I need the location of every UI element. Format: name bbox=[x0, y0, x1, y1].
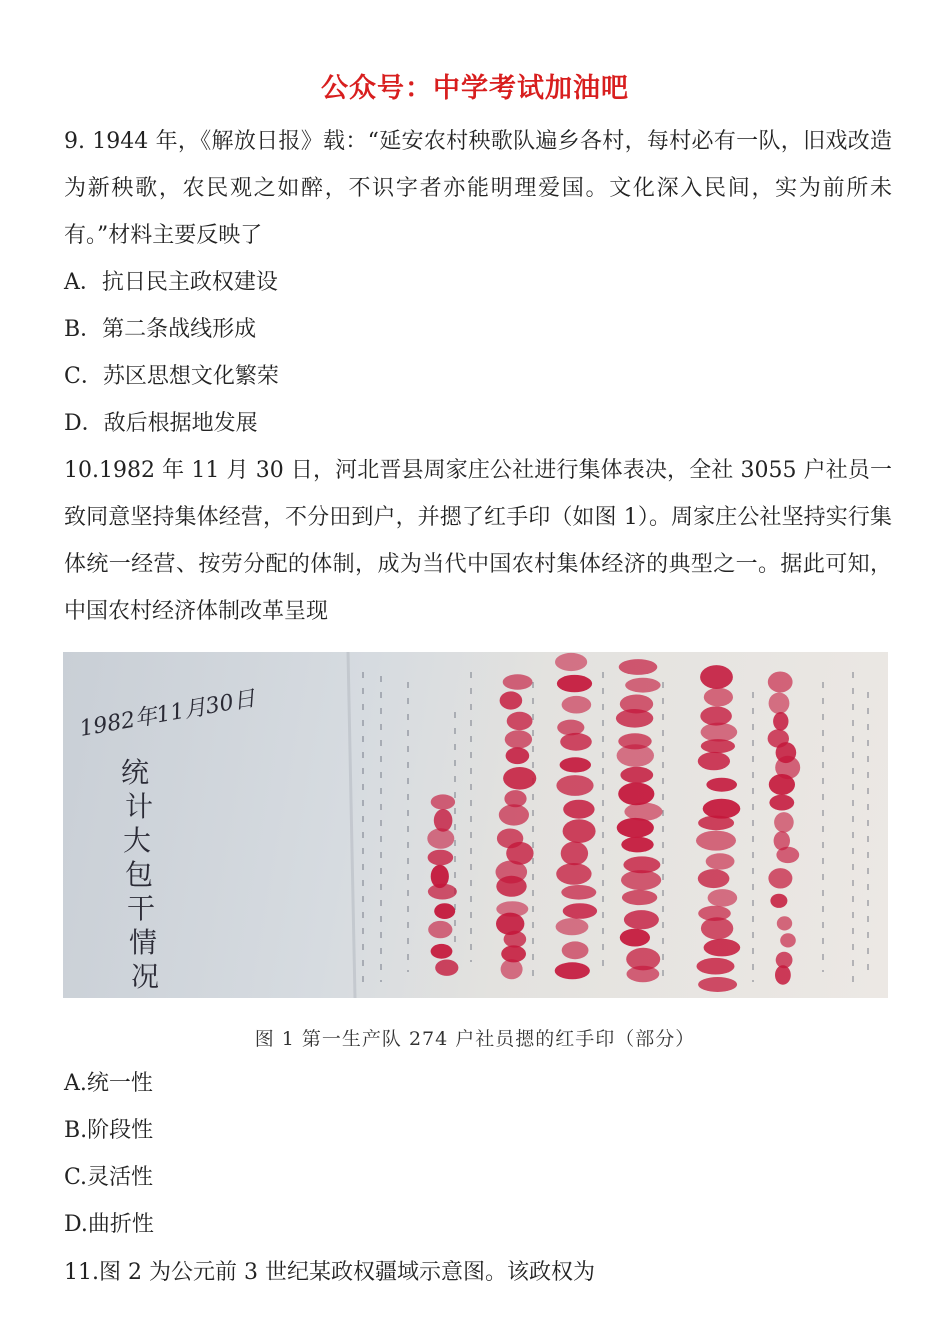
fingerprint-mark bbox=[775, 965, 791, 985]
fingerprint-mark bbox=[563, 800, 594, 819]
fingerprint-mark bbox=[706, 778, 737, 792]
page-header: 公众号：中学考试加油吧 bbox=[321, 73, 629, 104]
fingerprint-mark bbox=[428, 921, 452, 938]
fingerprint-mark bbox=[625, 678, 660, 693]
fingerprint-mark bbox=[708, 889, 738, 907]
fingerprint-mark bbox=[501, 959, 523, 979]
fingerprint-mark bbox=[703, 799, 741, 819]
fingerprint-mark bbox=[499, 804, 529, 825]
question-10-option-b: B.阶段性 bbox=[64, 1118, 154, 1143]
handwritten-char: 计 bbox=[125, 790, 154, 823]
fingerprint-mark bbox=[496, 876, 526, 897]
handwritten-char: 包 bbox=[125, 858, 154, 891]
fingerprint-mark bbox=[503, 767, 536, 790]
fingerprint-mark bbox=[506, 747, 530, 764]
fingerprint-mark bbox=[563, 819, 596, 843]
fingerprint-mark bbox=[560, 757, 591, 772]
handwritten-date: 1982年11月30日 bbox=[77, 686, 258, 742]
question-9-option-c: C．苏区思想文化繁荣 bbox=[64, 364, 279, 389]
fingerprint-mark bbox=[624, 803, 662, 821]
fingerprint-mark bbox=[769, 795, 794, 811]
question-9-stem: 9. 1944 年，《解放日报》载：“延安农村秧歌队遍乡各村，每村必有一队，旧戏改造为新秧歌，农民观之如醉，不识字者亦能明理爱国。文化深入民间，实为前所未有。”材料主要反映了 bbox=[64, 129, 892, 248]
fingerprint-mark bbox=[507, 712, 533, 730]
fingerprint-mark bbox=[617, 744, 654, 767]
fingerprint-mark bbox=[768, 868, 792, 888]
fingerprint-mark bbox=[769, 693, 790, 715]
fingerprint-mark bbox=[774, 812, 794, 832]
question-11-stem: 11.图 2 为公元前 3 世纪某政权疆域示意图。该政权为 bbox=[64, 1260, 595, 1285]
fingerprint-mark bbox=[555, 962, 590, 979]
handwritten-char: 况 bbox=[131, 960, 160, 993]
fingerprint-mark bbox=[619, 659, 658, 675]
fingerprint-mark bbox=[431, 944, 453, 959]
fingerprint-mark bbox=[704, 688, 733, 707]
question-10-option-c: C.灵活性 bbox=[64, 1165, 154, 1190]
question-10-option-d: D.曲折性 bbox=[64, 1212, 154, 1237]
fingerprint-mark bbox=[698, 816, 734, 831]
fingerprint-mark bbox=[505, 730, 532, 748]
fingerprint-mark bbox=[696, 831, 736, 851]
fingerprint-mark bbox=[704, 939, 741, 957]
fingerprint-mark bbox=[555, 653, 587, 671]
handwritten-char: 统 bbox=[121, 756, 150, 789]
fingerprint-mark bbox=[561, 885, 596, 900]
fingerprint-mark bbox=[431, 794, 455, 809]
question-10-stem: 10.1982 年 11 月 30 日，河北晋县周家庄公社进行集体表决，全社 3055 户社员一致同意坚持集体经营，不分田到户，并摁了红手印（如图 1）。周家庄公社坚持实行集体统一经营、按劳分配的体制，成为当代中国农村集体经济的典型之一。据此可知，中国农村经济体制改革呈现 bbox=[64, 458, 892, 624]
fingerprint-mark bbox=[557, 720, 584, 736]
question-10-option-a: A.统一性 bbox=[64, 1071, 153, 1096]
handwritten-char: 大 bbox=[123, 824, 152, 857]
fingerprint-mark bbox=[561, 842, 588, 866]
fingerprint-mark bbox=[776, 847, 799, 863]
fingerprint-mark bbox=[500, 691, 523, 709]
fingerprint-mark bbox=[697, 958, 735, 975]
fingerprint-mark bbox=[777, 916, 792, 930]
fingerprint-mark bbox=[769, 774, 795, 795]
red-fingerprints bbox=[427, 653, 800, 992]
handwritten-char: 干 bbox=[127, 892, 156, 925]
fingerprint-mark bbox=[504, 931, 527, 948]
red-fingerprint-photo bbox=[63, 652, 888, 998]
fingerprint-mark bbox=[701, 739, 735, 753]
fingerprint-mark bbox=[622, 890, 657, 905]
fingerprint-mark bbox=[698, 869, 730, 888]
fingerprint-mark bbox=[503, 674, 533, 689]
fingerprint-mark bbox=[556, 863, 591, 885]
handwritten-char: 情 bbox=[129, 926, 158, 959]
fingerprint-mark bbox=[698, 977, 737, 992]
fingerprint-mark bbox=[562, 696, 592, 714]
fingerprint-mark bbox=[621, 837, 653, 853]
fingerprint-mark bbox=[428, 850, 454, 866]
fingerprint-mark bbox=[616, 709, 653, 728]
fingerprint-mark bbox=[700, 665, 733, 689]
fingerprint-mark bbox=[560, 733, 592, 751]
fingerprint-mark bbox=[624, 910, 659, 929]
question-9-option-b: B．第二条战线形成 bbox=[64, 317, 257, 342]
figure-1-caption: 图 1 第一生产队 274 户社员摁的红手印（部分） bbox=[254, 1028, 696, 1050]
fingerprint-mark bbox=[620, 929, 650, 947]
fingerprint-mark bbox=[618, 783, 654, 806]
fingerprint-mark bbox=[627, 966, 660, 982]
fingerprint-mark bbox=[701, 917, 733, 939]
fingerprint-mark bbox=[698, 752, 730, 770]
fingerprint-mark bbox=[562, 941, 589, 959]
fingerprint-mark bbox=[701, 723, 738, 742]
fingerprint-mark bbox=[556, 918, 589, 935]
fingerprint-mark bbox=[427, 828, 454, 849]
fingerprint-mark bbox=[620, 767, 653, 783]
fingerprint-mark bbox=[768, 672, 793, 693]
fingerprint-mark bbox=[435, 960, 458, 976]
fingerprint-mark bbox=[434, 903, 455, 919]
fingerprint-mark bbox=[563, 903, 597, 919]
fingerprint-mark bbox=[706, 853, 735, 869]
fingerprint-mark bbox=[773, 712, 788, 731]
fingerprint-mark bbox=[556, 775, 593, 796]
fingerprint-mark bbox=[770, 894, 787, 908]
fingerprint-mark bbox=[621, 870, 661, 890]
question-9-option-a: A．抗日民主政权建设 bbox=[64, 270, 278, 295]
fingerprint-mark bbox=[428, 884, 457, 900]
fingerprint-mark bbox=[557, 675, 592, 692]
fingerprint-mark bbox=[617, 818, 654, 838]
fingerprint-mark bbox=[780, 933, 796, 947]
fingerprint-document-image bbox=[63, 652, 888, 998]
question-9-option-d: D．敌后根据地发展 bbox=[64, 411, 258, 436]
